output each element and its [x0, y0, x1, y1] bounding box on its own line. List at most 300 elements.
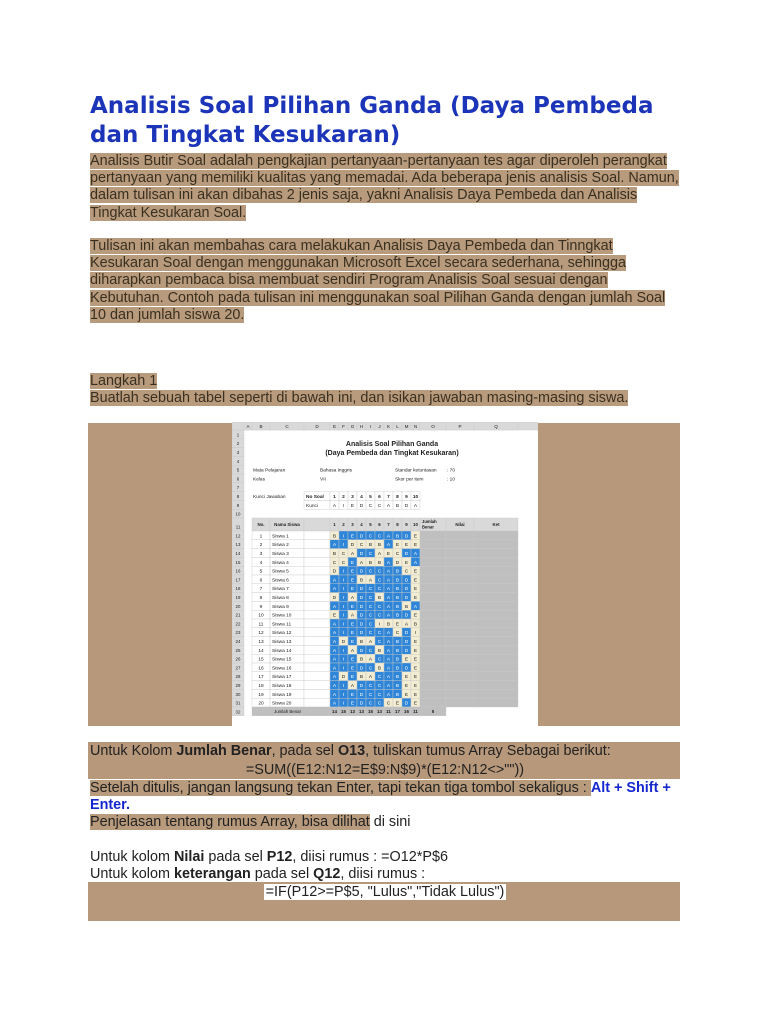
jumlah-benar-cell: [420, 663, 446, 672]
row-header-label: 13: [235, 542, 241, 548]
student-answer: C: [332, 560, 337, 566]
intro-paragraph-text: Analisis Butir Soal adalah pengkajian pertanyaan-pertanyaan tes agar diperoleh perangkat pertanyaan yang memiliki kualitas yang memadai. Ada beberapa jenis analisis Soal. Namun, dalam tulisan ini akan dibahas 2 jenis saja, yakni Analisis Daya Pembeda dan Analisis Tingkat Kesukaran Soal.: [90, 153, 679, 221]
student-name: Siswa 10: [272, 613, 292, 619]
scope-paragraph: [90, 238, 680, 324]
student-answer: A: [413, 552, 418, 557]
row-header-label: 32: [235, 709, 241, 715]
jumlah-benar-cell: [420, 593, 446, 602]
student-no: 20: [258, 701, 264, 707]
ket-cell: [474, 540, 518, 549]
row-header-label: 28: [235, 674, 241, 680]
jumlah-benar-total: 16: [404, 709, 409, 714]
student-answer: B: [332, 552, 337, 557]
student-no: 14: [258, 648, 264, 654]
nilai-cell: [446, 593, 474, 602]
question-number: 1: [333, 495, 336, 500]
jumlah-benar-cell: [420, 654, 446, 663]
ket-cell: [474, 672, 518, 681]
ket-cell: [474, 549, 518, 558]
jumlah-benar-cell: [420, 557, 446, 566]
kunci-jawaban-label: Kunci Jawaban: [253, 495, 286, 500]
student-answer: E: [395, 543, 400, 549]
column-header-label: M: [404, 424, 409, 429]
row-header-label: 31: [235, 700, 241, 706]
nilai-cell: [446, 610, 474, 619]
student-answer: B: [386, 622, 391, 628]
student-answer: C: [377, 604, 382, 610]
student-answer: C: [368, 648, 373, 654]
column-header-label: D: [315, 424, 319, 429]
student-answer: C: [368, 587, 373, 593]
nilai-cell: [446, 557, 474, 566]
student-answer: C: [368, 622, 373, 628]
student-blank-cell: [304, 575, 330, 584]
student-no: 12: [258, 631, 264, 637]
table-header-question: 1: [333, 522, 336, 527]
row-header-label: 4: [236, 458, 240, 464]
student-name: Siswa 4: [272, 560, 289, 566]
student-answer: I: [342, 587, 345, 593]
student-answer: B: [395, 640, 400, 645]
table-header-question: 5: [369, 522, 372, 527]
key-answer: C: [368, 503, 373, 509]
instruction-text: Setelah ditulis, jangan langsung tekan Enter, tapi tekan tiga tombol sekaligus :: [90, 780, 591, 796]
student-answer: I: [342, 534, 345, 540]
standar-label: Standar ketuntasan: [395, 468, 437, 474]
student-answer: E: [350, 587, 355, 593]
nilai-cell: [446, 540, 474, 549]
table-header-question: 4: [360, 522, 363, 527]
row-header-label: 27: [235, 665, 241, 671]
jumlah-benar-cell: [420, 531, 446, 540]
student-answer: B: [395, 692, 400, 698]
instruction-jumlah-benar: [90, 743, 680, 760]
student-answer: A: [332, 631, 337, 637]
student-answer: I: [342, 701, 345, 707]
instruction-cell-ref: Q12: [313, 866, 341, 882]
student-answer: E: [350, 640, 355, 645]
student-answer: A: [332, 675, 337, 681]
array-explanation-link[interactable]: di sini: [369, 814, 411, 830]
student-answer: D: [404, 613, 409, 619]
student-answer: A: [368, 675, 373, 681]
student-answer: D: [359, 613, 364, 619]
row-header-label: 15: [235, 559, 241, 565]
ket-cell: [474, 531, 518, 540]
student-answer: E: [332, 613, 337, 619]
student-answer: B: [359, 675, 364, 681]
student-blank-cell: [304, 672, 330, 681]
column-header-label: J: [378, 424, 381, 429]
table-header-question: 6: [378, 522, 381, 527]
nilai-cell: [446, 601, 474, 610]
student-answer: A: [386, 648, 391, 654]
student-answer: C: [341, 552, 346, 557]
student-answer: A: [350, 596, 355, 601]
row-header-label: 29: [235, 683, 241, 688]
student-answer: E: [404, 657, 409, 663]
student-no: 9: [259, 604, 263, 610]
scope-paragraph-text: Tulisan ini akan membahas cara melakukan Analisis Daya Pembeda dan Tinngkat Kesukaran Soal dengan menggunakan Microsoft Excel secara sederhana, sehingga diharapkan pembaca bisa membuat sendiri Program Analisis Soal sesuai dengan Kebutuhan. Contoh pada tulisan ini menggunakan soal Pilihan Ganda dengan jumlah Soal 10 dan jumlah siswa 20.: [90, 238, 666, 323]
ket-cell: [474, 637, 518, 646]
question-number: 3: [351, 495, 354, 500]
ket-cell: [474, 681, 518, 690]
student-name: Siswa 19: [272, 692, 292, 698]
student-answer: D: [404, 596, 409, 601]
column-header-label: H: [359, 424, 364, 429]
sheet-subtitle: (Daya Pembeda dan Tingkat Kesukaran): [325, 450, 459, 458]
student-answer: I: [342, 622, 345, 628]
table-header-question: 9: [405, 522, 408, 527]
student-answer: A: [386, 560, 391, 566]
column-header-label: L: [396, 424, 399, 429]
student-answer: B: [395, 587, 400, 593]
student-blank-cell: [304, 663, 330, 672]
student-name: Siswa 13: [272, 640, 292, 645]
column-header-label: K: [386, 424, 391, 429]
jumlah-benar-cell: [420, 645, 446, 654]
student-answer: A: [386, 640, 391, 645]
student-answer: D: [404, 666, 409, 672]
student-blank-cell: [304, 593, 330, 602]
student-answer: B: [377, 666, 382, 672]
jumlah-benar-total: 11: [413, 709, 418, 714]
jumlah-benar-total: 13: [350, 709, 355, 714]
kelas-label: Kelas: [253, 477, 265, 483]
student-answer: D: [359, 648, 364, 654]
column-header-label: P: [458, 424, 462, 429]
student-answer: C: [377, 534, 382, 540]
instruction-keterangan: [90, 866, 680, 883]
student-answer: A: [386, 684, 391, 689]
student-name: Siswa 20: [272, 701, 292, 707]
no-soal-label: No Soal: [306, 495, 324, 500]
student-answer: D: [341, 675, 346, 681]
step-1-text: Buatlah sebuah tabel seperti di bawah ini, dan isikan jawaban masing-masing siswa.: [90, 390, 629, 407]
student-no: 18: [258, 684, 264, 689]
instruction-array-explanation: [90, 814, 680, 831]
student-answer: A: [332, 666, 337, 672]
student-no: 8: [259, 596, 263, 601]
student-answer: A: [332, 543, 337, 549]
question-number: 9: [405, 495, 408, 500]
jumlah-benar-cell: [420, 628, 446, 637]
student-answer: E: [404, 684, 409, 689]
instruction-text: Penjelasan tentang rumus Array, bisa dilihat: [90, 814, 370, 830]
student-answer: C: [386, 701, 391, 707]
student-answer: E: [404, 560, 409, 566]
student-answer: A: [386, 657, 391, 663]
student-answer: C: [368, 596, 373, 601]
student-answer: I: [342, 684, 345, 689]
student-answer: I: [342, 631, 345, 637]
student-answer: C: [377, 569, 382, 575]
key-answer: D: [359, 503, 364, 509]
student-no: 19: [258, 692, 264, 698]
student-answer: B: [395, 666, 400, 672]
nilai-cell: [446, 689, 474, 698]
student-answer: D: [404, 648, 409, 654]
row-header-label: 30: [235, 691, 241, 697]
student-name: Siswa 15: [272, 657, 292, 663]
student-answer: E: [413, 675, 418, 681]
jumlah-benar-total: 15: [368, 709, 373, 714]
student-answer: D: [359, 604, 364, 610]
student-answer: A: [386, 596, 391, 601]
student-answer: A: [332, 692, 337, 698]
student-answer: B: [359, 578, 364, 584]
student-answer: B: [395, 684, 400, 689]
key-answer: B: [395, 503, 400, 509]
table-header-question: 10: [413, 522, 418, 527]
student-answer: A: [413, 604, 418, 610]
instruction-text: Untuk kolom: [90, 849, 174, 865]
student-answer: B: [395, 596, 400, 601]
student-answer: A: [332, 657, 337, 663]
student-answer: C: [368, 552, 373, 557]
table-header-jumlah-2: Benar: [422, 524, 434, 530]
student-answer: A: [368, 657, 373, 663]
student-answer: D: [404, 534, 409, 540]
ket-cell: [474, 689, 518, 698]
student-answer: E: [413, 657, 418, 663]
student-answer: C: [368, 666, 373, 672]
student-answer: E: [350, 569, 355, 575]
row-header-label: 18: [235, 586, 241, 592]
table-header-no: No.: [257, 522, 265, 527]
student-answer: C: [404, 569, 409, 575]
student-answer: B: [368, 543, 373, 549]
student-answer: C: [377, 578, 382, 584]
student-answer: E: [350, 701, 355, 707]
student-answer: C: [368, 569, 373, 575]
instruction-text: , diisi rumus :: [292, 849, 382, 865]
question-number: 5: [369, 495, 372, 500]
student-answer: A: [386, 675, 391, 681]
standar-value: : 70: [447, 468, 456, 474]
student-blank-cell: [304, 610, 330, 619]
student-name: Siswa 5: [272, 569, 289, 575]
nilai-cell: [446, 575, 474, 584]
student-answer: A: [404, 622, 409, 628]
jumlah-benar-total: 13: [377, 709, 382, 714]
jumlah-benar-cell: [420, 549, 446, 558]
table-header-question: 7: [387, 522, 390, 527]
student-answer: I: [342, 604, 345, 610]
column-header-label: E: [332, 424, 337, 429]
ket-cell: [474, 663, 518, 672]
student-name: Siswa 17: [272, 675, 292, 681]
student-answer: A: [332, 578, 337, 584]
student-answer: E: [395, 701, 400, 707]
student-answer: A: [386, 578, 391, 584]
student-name: Siswa 9: [272, 604, 289, 610]
student-answer: A: [368, 578, 373, 584]
ket-cell: [474, 557, 518, 566]
student-blank-cell: [304, 566, 330, 575]
ket-cell: [474, 566, 518, 575]
student-answer: C: [368, 684, 373, 689]
ket-cell: [474, 601, 518, 610]
student-answer: A: [350, 552, 355, 557]
student-answer: B: [377, 560, 382, 566]
student-answer: B: [377, 596, 382, 601]
row-header-label: 9: [236, 502, 240, 508]
student-blank-cell: [304, 584, 330, 593]
student-blank-cell: [304, 619, 330, 628]
student-answer: B: [395, 648, 400, 654]
student-answer: E: [413, 569, 418, 575]
intro-paragraph: [90, 153, 680, 222]
student-blank-cell: [304, 628, 330, 637]
student-name: Siswa 3: [272, 552, 289, 557]
student-answer: B: [395, 578, 400, 584]
student-answer: E: [413, 684, 418, 689]
step-1-title: Langkah 1: [90, 373, 158, 389]
student-answer: A: [386, 569, 391, 575]
student-answer: C: [377, 657, 382, 663]
question-number: 6: [378, 495, 381, 500]
jumlah-benar-cell: [420, 619, 446, 628]
student-answer: D: [404, 587, 409, 593]
student-answer: D: [404, 578, 409, 584]
row-header-label: 26: [235, 656, 241, 662]
student-answer: A: [386, 666, 391, 672]
row-header-label: 23: [235, 630, 241, 636]
student-answer: I: [342, 613, 345, 619]
row-header-label: 14: [235, 551, 241, 556]
column-header-label: F: [342, 424, 345, 429]
student-answer: D: [359, 692, 364, 698]
row-header-label: 3: [236, 450, 240, 455]
student-answer: A: [332, 648, 337, 654]
student-blank-cell: [304, 637, 330, 646]
student-answer: D: [359, 684, 364, 689]
row-header-label: 16: [235, 568, 241, 574]
instruction-cell-ref: O13: [337, 743, 366, 759]
student-answer: D: [404, 701, 409, 707]
student-answer: B: [359, 657, 364, 663]
key-combination: Alt + Shift + Enter.: [90, 780, 671, 813]
student-answer: A: [377, 552, 382, 557]
jumlah-benar-cell: [420, 575, 446, 584]
student-no: 6: [259, 578, 263, 584]
student-answer: A: [386, 604, 391, 610]
student-answer: B: [332, 534, 337, 540]
table-header-question: 8: [396, 522, 399, 527]
student-answer: B: [395, 534, 400, 540]
student-answer: C: [368, 613, 373, 619]
student-answer: D: [359, 552, 364, 557]
row-header-label: 2: [236, 441, 240, 447]
ket-cell: [474, 619, 518, 628]
student-no: 2: [259, 543, 263, 549]
student-answer: E: [350, 534, 355, 540]
student-no: 11: [258, 622, 264, 628]
student-answer: A: [413, 560, 418, 566]
student-answer: A: [386, 534, 391, 540]
student-no: 5: [259, 569, 263, 575]
column-header-label: C: [285, 424, 289, 429]
student-no: 13: [258, 640, 264, 645]
formula-keterangan-text: =IF(P12>=P$5, "Lulus","Tidak Lulus"): [265, 884, 505, 900]
student-answer: I: [342, 578, 345, 584]
student-name: Siswa 14: [272, 648, 292, 654]
student-answer: I: [378, 622, 381, 628]
student-answer: C: [377, 640, 382, 645]
student-blank-cell: [304, 531, 330, 540]
student-name: Siswa 2: [272, 543, 289, 549]
student-answer: A: [350, 684, 355, 689]
table-header-question: 2: [342, 522, 345, 527]
student-answer: C: [377, 631, 382, 637]
student-answer: C: [377, 692, 382, 698]
instruction-cell-ref: P12: [266, 849, 293, 865]
page-title: Analisis Soal Pilihan Ganda (Daya Pembeda dan Tingkat Kesukaran): [90, 93, 654, 148]
ket-cell: [474, 593, 518, 602]
instruction-column-name: keterangan: [173, 866, 251, 882]
student-answer: B: [368, 560, 373, 566]
student-answer: D: [359, 622, 364, 628]
student-blank-cell: [304, 681, 330, 690]
nilai-cell: [446, 531, 474, 540]
student-answer: C: [359, 543, 364, 549]
student-answer: C: [377, 675, 382, 681]
table-header-nilai: Nilai: [455, 522, 465, 527]
ket-cell: [474, 628, 518, 637]
key-answer: A: [332, 503, 337, 509]
student-answer: C: [395, 552, 400, 557]
student-answer: C: [368, 692, 373, 698]
student-answer: D: [359, 587, 364, 593]
nilai-cell: [446, 672, 474, 681]
student-answer: A: [350, 648, 355, 654]
student-answer: D: [404, 640, 409, 645]
jumlah-benar-cell: [420, 601, 446, 610]
student-answer: B: [395, 604, 400, 610]
student-answer: A: [332, 622, 337, 628]
student-name: Siswa 6: [272, 578, 289, 584]
formula-keterangan: [90, 884, 680, 901]
student-answer: A: [368, 640, 373, 645]
student-blank-cell: [304, 540, 330, 549]
kunci-label: Kunci: [306, 503, 318, 509]
student-blank-cell: [304, 557, 330, 566]
student-blank-cell: [304, 689, 330, 698]
student-blank-cell: [304, 601, 330, 610]
nilai-cell: [446, 645, 474, 654]
instruction-nilai: [90, 849, 680, 866]
row-header-label: 12: [235, 533, 241, 539]
student-no: 10: [258, 613, 264, 619]
question-number: 2: [342, 495, 345, 500]
student-answer: D: [359, 631, 364, 637]
mapel-value: Bahasa Inggris: [320, 468, 352, 474]
nilai-cell: [446, 637, 474, 646]
student-answer: B: [413, 622, 418, 628]
instruction-text: , diisi rumus :: [340, 866, 426, 882]
student-answer: E: [350, 657, 355, 663]
jumlah-benar-row-label: Jumlah Benar: [274, 709, 302, 714]
kelas-value: VII: [320, 477, 326, 483]
nilai-cell: [446, 681, 474, 690]
student-answer: I: [342, 657, 345, 663]
instruction-array-keys: [90, 780, 680, 814]
student-answer: E: [350, 666, 355, 672]
student-answer: C: [395, 631, 400, 637]
student-answer: C: [377, 684, 382, 689]
student-answer: A: [386, 692, 391, 698]
